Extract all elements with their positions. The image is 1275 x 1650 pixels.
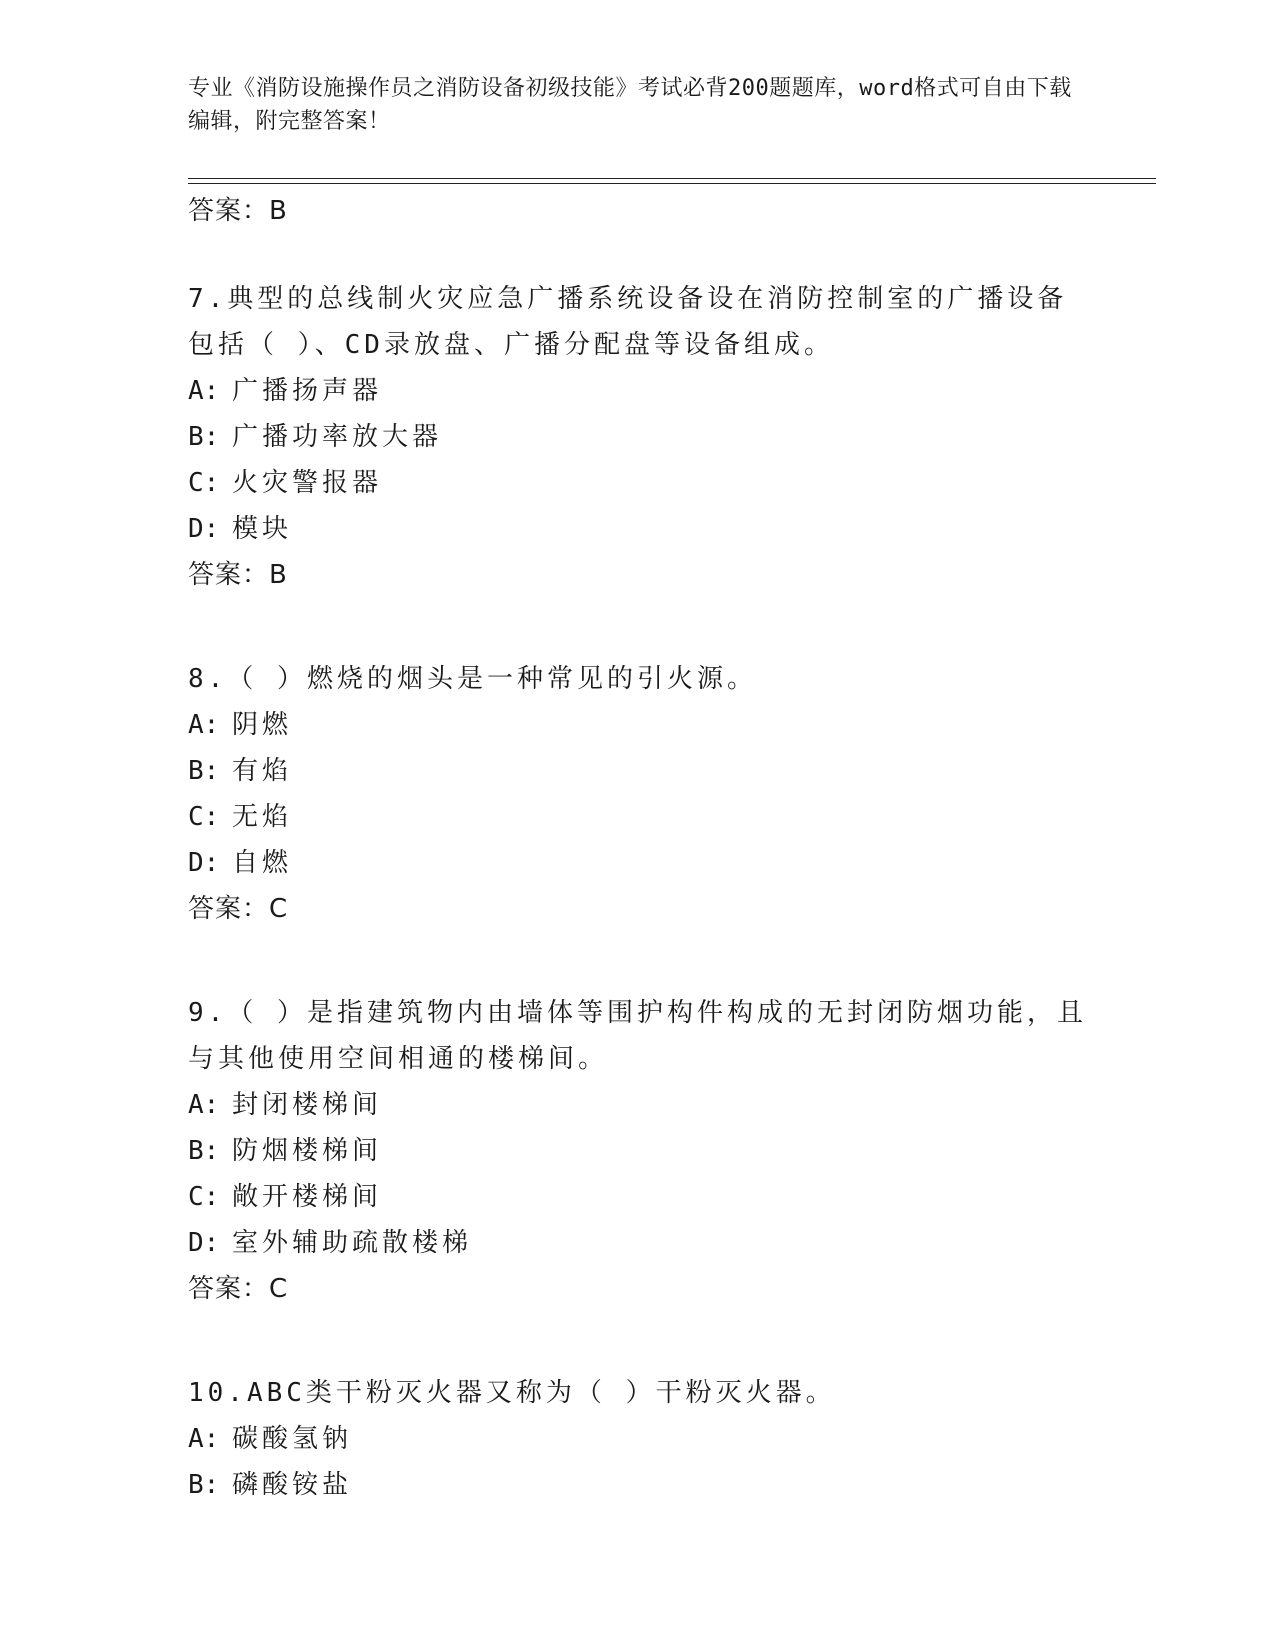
question-stem: 8.（ ）燃烧的烟头是一种常见的引火源。 — [188, 664, 757, 694]
option-text: 模块 — [232, 514, 293, 544]
option-text: 碳酸氢钠 — [232, 1424, 353, 1454]
option-letter: A: — [188, 1090, 220, 1120]
question-8 — [188, 656, 1088, 932]
option-text: 阴燃 — [232, 710, 293, 740]
option-letter: B: — [188, 1470, 220, 1500]
option-text: 室外辅助疏散楼梯 — [232, 1228, 473, 1258]
option-letter: C: — [188, 802, 220, 832]
option-letter: B: — [188, 1136, 220, 1166]
option-c — [188, 460, 1088, 506]
answer: 答案：B — [188, 560, 288, 590]
option-text: 火灾警报器 — [232, 468, 383, 498]
option-b — [188, 1128, 1088, 1174]
option-b — [188, 748, 1088, 794]
option-d — [188, 506, 1088, 552]
option-a — [188, 702, 1088, 748]
option-letter: B: — [188, 422, 220, 452]
option-letter: D: — [188, 514, 220, 544]
option-text: 封闭楼梯间 — [232, 1090, 383, 1120]
option-b — [188, 414, 1088, 460]
question-stem: 10.ABC类干粉灭火器又称为（ ）干粉灭火器。 — [188, 1378, 836, 1408]
question-10 — [188, 1370, 1088, 1508]
question-7 — [188, 276, 1088, 598]
option-letter: C: — [188, 1182, 220, 1212]
option-letter: B: — [188, 756, 220, 786]
page-header: 专业《消防设施操作员之消防设备初级技能》考试必背200题题库，word格式可自由下载编辑，附完整答案！ — [188, 76, 1072, 134]
option-a — [188, 1416, 1088, 1462]
question-stem: 9.（ ）是指建筑物内由墙体等围护构件构成的无封闭防烟功能，且与其他使用空间相通的楼梯间。 — [188, 998, 1087, 1074]
option-text: 防烟楼梯间 — [232, 1136, 383, 1166]
option-letter: A: — [188, 376, 220, 406]
answer-previous: 答案：B — [188, 196, 288, 226]
answer: 答案：C — [188, 894, 289, 924]
option-letter: D: — [188, 1228, 220, 1258]
option-text: 磷酸铵盐 — [232, 1470, 353, 1500]
option-text: 广播扬声器 — [232, 376, 383, 406]
option-text: 广播功率放大器 — [232, 422, 443, 452]
answer: 答案：C — [188, 1274, 289, 1304]
question-9 — [188, 990, 1088, 1312]
document-body — [188, 188, 1088, 1508]
option-letter: C: — [188, 468, 220, 498]
option-b — [188, 1462, 1088, 1508]
option-letter: A: — [188, 710, 220, 740]
option-letter: A: — [188, 1424, 220, 1454]
option-d — [188, 1220, 1088, 1266]
option-a — [188, 368, 1088, 414]
question-stem: 7.典型的总线制火灾应急广播系统设备设在消防控制室的广播设备包括（ ）、CD录放盘、广播分配盘等设备组成。 — [188, 284, 1068, 360]
option-text: 自燃 — [232, 848, 293, 878]
option-text: 有焰 — [232, 756, 293, 786]
option-c — [188, 794, 1088, 840]
option-letter: D: — [188, 848, 220, 878]
option-text: 敞开楼梯间 — [232, 1182, 383, 1212]
option-c — [188, 1174, 1088, 1220]
header-divider — [188, 178, 1156, 184]
option-d — [188, 840, 1088, 886]
option-a — [188, 1082, 1088, 1128]
option-text: 无焰 — [232, 802, 293, 832]
